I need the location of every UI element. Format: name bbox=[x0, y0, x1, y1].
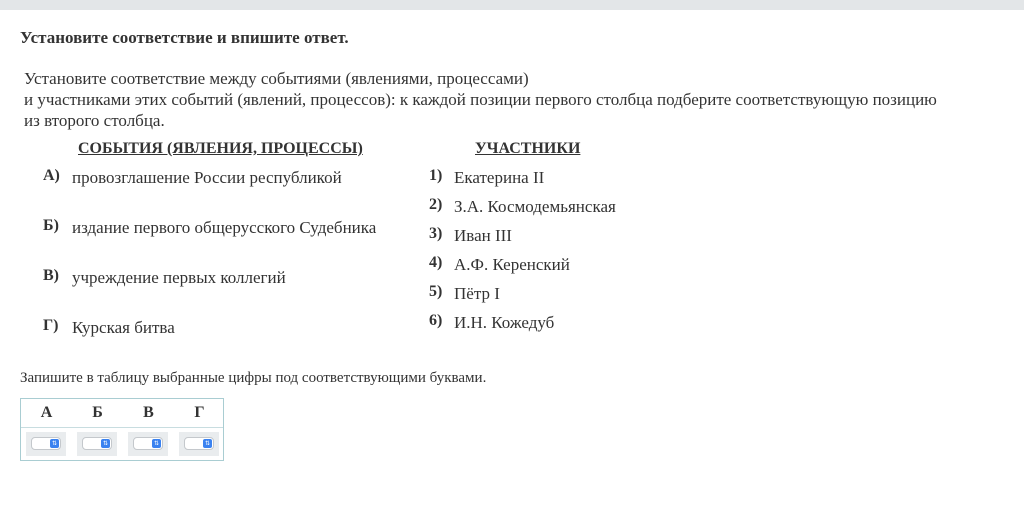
event-letter: А) bbox=[43, 167, 60, 184]
task-instruction bbox=[24, 68, 1014, 131]
instruction-line-2: и участниками этих событий (явлений, процессов): к каждой позиции первого столбца подберите соответствующую позицию bbox=[24, 90, 937, 109]
answer-select-v[interactable] bbox=[133, 437, 163, 450]
updown-chevron-icon: ⇅ bbox=[204, 440, 211, 447]
event-letter: В) bbox=[43, 267, 59, 284]
event-text: провозглашение России республикой bbox=[72, 168, 342, 187]
answer-cell-b bbox=[77, 432, 117, 456]
instruction-line-3: из второго столбца. bbox=[24, 111, 165, 130]
participant-number: 4) bbox=[429, 254, 443, 271]
updown-chevron-icon: ⇅ bbox=[102, 440, 109, 447]
participant-text: З.А. Космодемьянская bbox=[454, 197, 616, 216]
answer-select-g[interactable] bbox=[184, 437, 214, 450]
updown-chevron-icon: ⇅ bbox=[51, 440, 58, 447]
participant-number: 5) bbox=[429, 283, 443, 300]
answer-select-b[interactable] bbox=[82, 437, 112, 450]
answer-header-b: Б bbox=[92, 404, 103, 421]
answer-cell-v bbox=[128, 432, 168, 456]
event-text: учреждение первых коллегий bbox=[72, 268, 286, 287]
answer-cell-g bbox=[179, 432, 219, 456]
participant-number: 2) bbox=[429, 196, 443, 213]
answer-table-divider bbox=[21, 427, 223, 428]
event-text: Курская битва bbox=[72, 318, 175, 337]
answer-header-a: А bbox=[40, 404, 53, 421]
answer-cell-a bbox=[26, 432, 66, 456]
event-letter: Г) bbox=[43, 317, 59, 334]
participant-number: 1) bbox=[429, 167, 443, 184]
participant-text: И.Н. Кожедуб bbox=[454, 313, 555, 332]
participants-column-header: УЧАСТНИКИ bbox=[475, 140, 581, 157]
participant-text: А.Ф. Керенский bbox=[454, 255, 570, 274]
answer-header-g: Г bbox=[194, 404, 205, 421]
updown-chevron-icon: ⇅ bbox=[153, 440, 160, 447]
answer-header-v: В bbox=[143, 404, 154, 421]
participant-number: 6) bbox=[429, 312, 443, 329]
event-text: издание первого общерусского Судебника bbox=[72, 218, 377, 237]
events-column-header: СОБЫТИЯ (ЯВЛЕНИЯ, ПРОЦЕССЫ) bbox=[78, 140, 363, 157]
task-heading: Установите соответствие и впишите ответ. bbox=[20, 28, 349, 47]
participant-text: Пётр I bbox=[454, 284, 500, 303]
top-bar bbox=[0, 0, 1024, 10]
event-letter: Б) bbox=[43, 217, 59, 234]
instruction-line-1: Установите соответствие между событиями (явлениями, процессами) bbox=[24, 69, 529, 88]
answer-select-a[interactable] bbox=[31, 437, 61, 450]
participant-text: Иван III bbox=[454, 226, 512, 245]
participant-text: Екатерина II bbox=[454, 168, 545, 187]
answer-instruction: Запишите в таблицу выбранные цифры под соответствующими буквами. bbox=[20, 370, 487, 386]
participant-number: 3) bbox=[429, 225, 443, 242]
answer-table bbox=[20, 398, 224, 461]
